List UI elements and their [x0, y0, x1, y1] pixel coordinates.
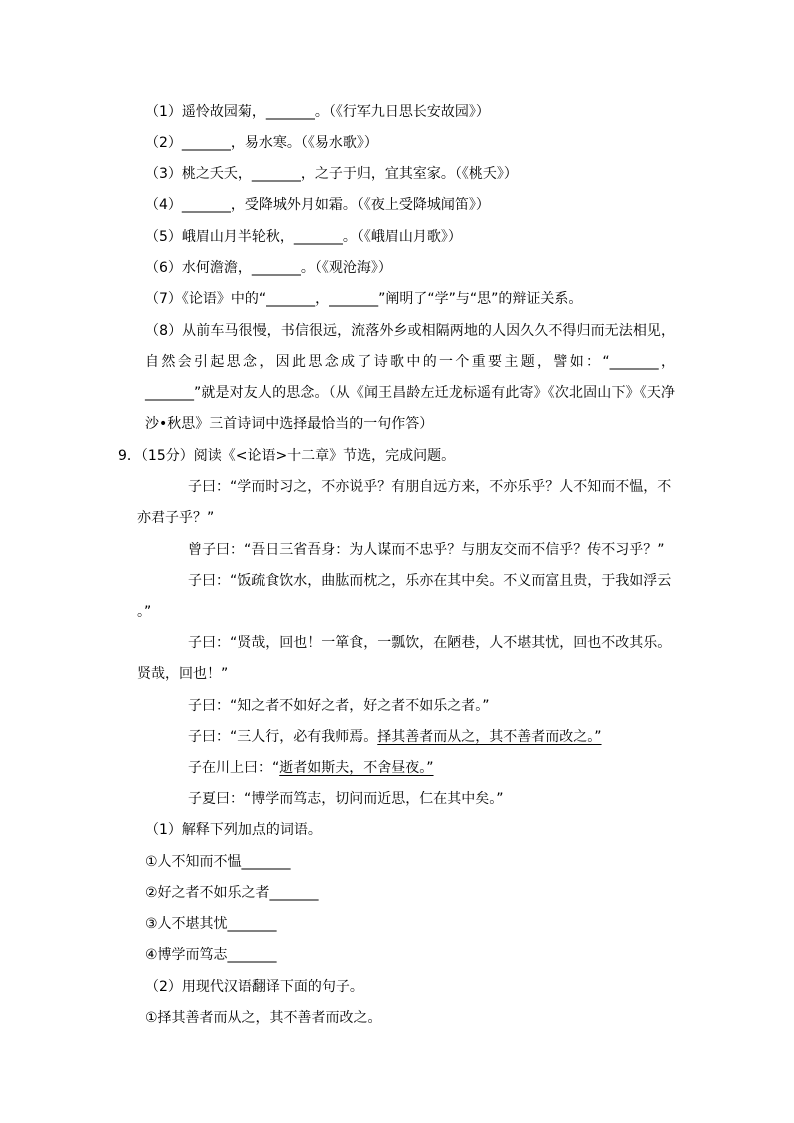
q8-item-7: （7）《论语》中的“_______，_______”阐明了“学”与“思”的辩证关系。 — [145, 291, 583, 307]
q8-item-3: （3）桃之夭夭，_______，之子于归，宜其室家。（《桃夭》） — [145, 166, 518, 182]
q8-item-2: （2）_______，易水寒。（《易水歌》） — [145, 135, 378, 151]
sub-question-1: （1）解释下列加点的词语。 — [145, 822, 322, 838]
q8-item-4: （4）_______，受降城外月如霜。（《夜上受降城闻笛》） — [145, 197, 490, 213]
q8-item-6: （6）水何澹澹，_______。（《观沧海》） — [145, 260, 392, 276]
passage-line: 亦君子乎？” — [137, 510, 215, 526]
passage-text: 子在川上曰：“ — [188, 760, 280, 776]
passage-line: 子曰：“知之者不如好之者，好之者不如乐之者。” — [188, 698, 490, 714]
sub-question-2: （2）用现代汉语翻译下面的句子。 — [145, 979, 364, 995]
q8-item-5: （5）峨眉山月半轮秋，_______。（《峨眉山月歌》） — [145, 229, 462, 245]
passage-line: 子曰：“学而时习之，不亦说乎？有朋自远方来，不亦乐乎？人不知而不愠，不 — [188, 479, 672, 495]
word-item: ④博学而笃志_______ — [145, 947, 277, 963]
word-item: ③人不堪其忧_______ — [145, 916, 277, 932]
q8-item-8: （8）从前车马很慢，书信很远，流落外乡或相隔两地的人因久久不得归而无法相见，自然会引起思念，因此思念成了诗歌中的一个重要主题，譬如：“_______，_______”就是对友人的思念。（从《闻王昌龄左迁龙标遥有此寄》《次北固山下》《天净沙•秋思》三首诗词中选择最恰当的一句作答） — [145, 323, 675, 432]
translation-item: ①择其善者而从之，其不善者而改之。 — [145, 1010, 382, 1026]
word-item: ①人不知而不愠_______ — [145, 854, 291, 870]
passage-line: 。” — [137, 604, 152, 620]
word-item: ②好之者不如乐之者_______ — [145, 885, 319, 901]
passage-line: 子曰：“饭疏食饮水，曲肱而枕之，乐亦在其中矣。不义而富且贵，于我如浮云 — [188, 573, 672, 589]
passage-line: 贤哉，回也！” — [137, 666, 229, 682]
passage-line — [188, 727, 602, 747]
q8-item-1: （1）遥怜故园菊，_______。（《行军九日思长安故园》） — [145, 104, 490, 120]
underlined-sentence: 逝者如斯夫，不舍昼夜。” — [279, 760, 434, 776]
passage-line: 曾子曰：“吾日三省吾身：为人谋而不忠乎？与朋友交而不信乎？传不习乎？” — [188, 542, 665, 558]
underlined-sentence: 择其善者而从之，其不善者而改之。” — [377, 729, 602, 745]
question-9-header: 9．（15分）阅读《<论语>十二章》节选，完成问题。 — [118, 448, 456, 464]
passage-line: 子夏曰：“博学而笃志，切问而近思，仁在其中矣。” — [188, 791, 504, 807]
passage-text: 子曰：“三人行，必有我师焉。 — [188, 729, 378, 745]
passage-line: 子曰：“贤哉，回也！一箪食，一瓢饮，在陋巷，人不堪其忧，回也不改其乐。 — [188, 635, 672, 651]
passage-line — [188, 758, 434, 778]
